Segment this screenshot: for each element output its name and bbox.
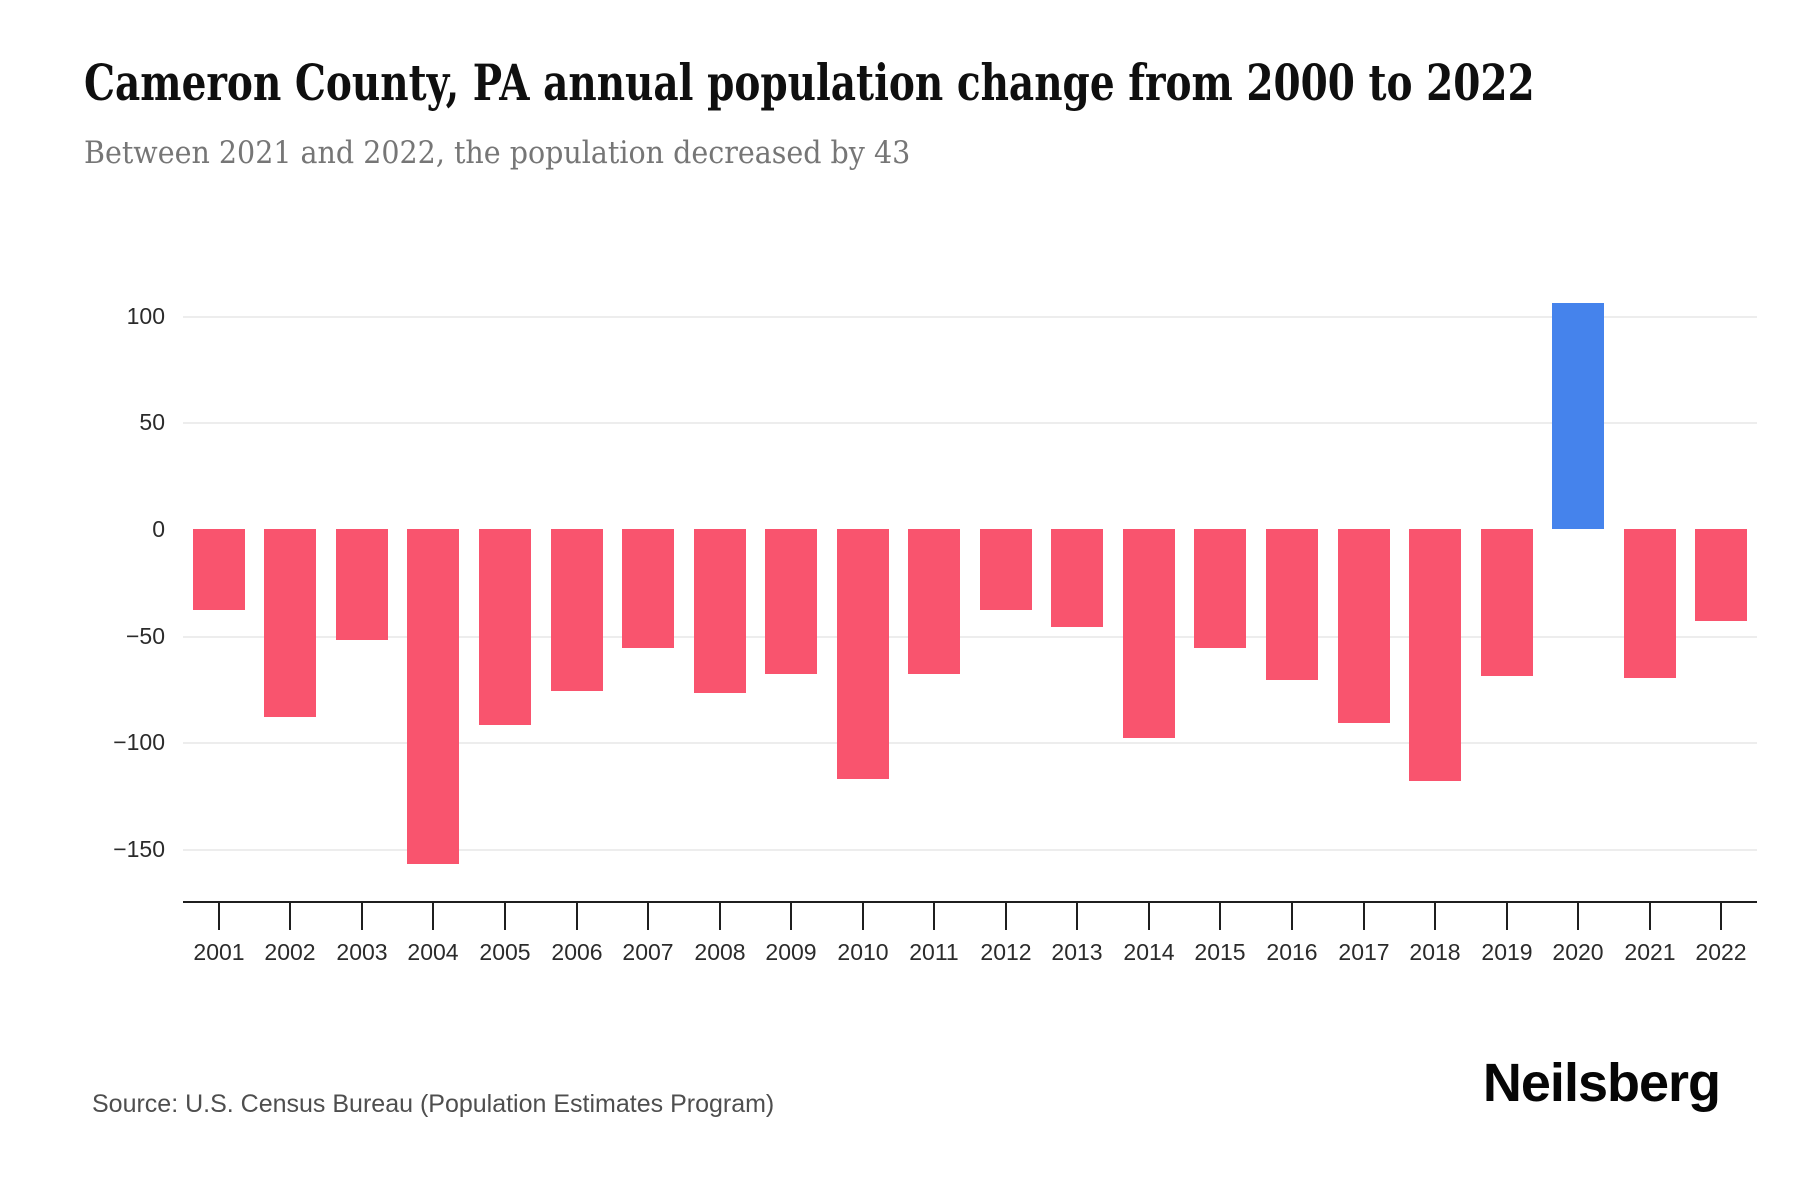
x-axis-tick bbox=[1291, 901, 1293, 930]
y-axis-label: −100 bbox=[113, 729, 165, 755]
bar-2004[interactable] bbox=[407, 529, 459, 864]
x-axis-line bbox=[183, 901, 1757, 903]
y-axis-label: −150 bbox=[113, 836, 165, 862]
x-axis-tick bbox=[289, 901, 291, 930]
gridline bbox=[183, 316, 1757, 318]
bar-2009[interactable] bbox=[765, 529, 817, 674]
x-axis-label-2009: 2009 bbox=[765, 939, 817, 965]
x-axis-tick bbox=[218, 901, 220, 930]
x-axis-tick bbox=[790, 901, 792, 930]
neilsberg-logo[interactable]: Neilsberg bbox=[1482, 1053, 1720, 1113]
bar-2005[interactable] bbox=[479, 529, 531, 725]
y-axis-label: −50 bbox=[125, 623, 165, 649]
x-axis-tick bbox=[1363, 901, 1365, 930]
x-axis-tick bbox=[1219, 901, 1221, 930]
bar-2012[interactable] bbox=[980, 529, 1032, 610]
x-axis-label-2015: 2015 bbox=[1194, 939, 1246, 965]
bar-2002[interactable] bbox=[264, 529, 316, 717]
x-axis-tick bbox=[432, 901, 434, 930]
x-axis-label-2006: 2006 bbox=[551, 939, 603, 965]
x-axis-tick bbox=[1720, 901, 1722, 930]
x-axis-label-2014: 2014 bbox=[1123, 939, 1175, 965]
bar-2015[interactable] bbox=[1194, 529, 1246, 648]
x-axis-tick bbox=[1076, 901, 1078, 930]
bar-2017[interactable] bbox=[1338, 529, 1390, 723]
gridline bbox=[183, 422, 1757, 424]
bar-2006[interactable] bbox=[551, 529, 603, 691]
bar-2019[interactable] bbox=[1481, 529, 1533, 676]
bar-2018[interactable] bbox=[1409, 529, 1461, 781]
x-axis-label-2001: 2001 bbox=[193, 939, 245, 965]
chart-title: Cameron County, PA annual population change from 2000 to 2022 bbox=[84, 53, 1535, 112]
x-axis-label-2012: 2012 bbox=[980, 939, 1032, 965]
x-axis-label-2011: 2011 bbox=[909, 939, 959, 965]
x-axis-label-2004: 2004 bbox=[407, 939, 459, 965]
x-axis-tick bbox=[1577, 901, 1579, 930]
bar-2003[interactable] bbox=[336, 529, 388, 640]
x-axis-tick bbox=[361, 901, 363, 930]
x-axis-label-2010: 2010 bbox=[837, 939, 889, 965]
bar-2011[interactable] bbox=[908, 529, 960, 674]
x-axis-label-2007: 2007 bbox=[622, 939, 674, 965]
x-axis-label-2005: 2005 bbox=[479, 939, 531, 965]
y-axis-label: 50 bbox=[139, 409, 165, 435]
x-axis-tick bbox=[504, 901, 506, 930]
y-axis-label: 100 bbox=[126, 303, 165, 329]
x-axis-label-2018: 2018 bbox=[1409, 939, 1461, 965]
x-axis-label-2016: 2016 bbox=[1266, 939, 1318, 965]
x-axis-label-2013: 2013 bbox=[1051, 939, 1103, 965]
bar-2013[interactable] bbox=[1051, 529, 1103, 627]
x-axis-tick bbox=[1506, 901, 1508, 930]
y-axis-label: 0 bbox=[152, 516, 165, 542]
x-axis-tick bbox=[719, 901, 721, 930]
x-axis-tick bbox=[647, 901, 649, 930]
x-axis-label-2003: 2003 bbox=[336, 939, 388, 965]
x-axis-tick bbox=[1649, 901, 1651, 930]
bar-2001[interactable] bbox=[193, 529, 245, 610]
bar-2020[interactable] bbox=[1552, 303, 1604, 529]
source-note: Source: U.S. Census Bureau (Population Estimates Program) bbox=[92, 1090, 775, 1118]
chart-subtitle: Between 2021 and 2022, the population decreased by 43 bbox=[84, 135, 911, 171]
x-axis-tick bbox=[576, 901, 578, 930]
bar-2010[interactable] bbox=[837, 529, 889, 779]
x-axis-tick bbox=[933, 901, 935, 930]
bar-2007[interactable] bbox=[622, 529, 674, 648]
bar-2008[interactable] bbox=[694, 529, 746, 693]
x-axis-tick bbox=[1005, 901, 1007, 930]
bar-2021[interactable] bbox=[1624, 529, 1676, 678]
x-axis-label-2008: 2008 bbox=[694, 939, 746, 965]
x-axis-label-2020: 2020 bbox=[1552, 939, 1604, 965]
bar-2022[interactable] bbox=[1695, 529, 1747, 621]
bar-2014[interactable] bbox=[1123, 529, 1175, 738]
x-axis-tick bbox=[862, 901, 864, 930]
x-axis-label-2021: 2021 bbox=[1624, 939, 1676, 965]
x-axis-label-2002: 2002 bbox=[264, 939, 316, 965]
x-axis-tick bbox=[1148, 901, 1150, 930]
x-axis-tick bbox=[1434, 901, 1436, 930]
x-axis-label-2022: 2022 bbox=[1695, 939, 1747, 965]
bar-2016[interactable] bbox=[1266, 529, 1318, 680]
x-axis-label-2019: 2019 bbox=[1481, 939, 1533, 965]
x-axis-label-2017: 2017 bbox=[1338, 939, 1390, 965]
